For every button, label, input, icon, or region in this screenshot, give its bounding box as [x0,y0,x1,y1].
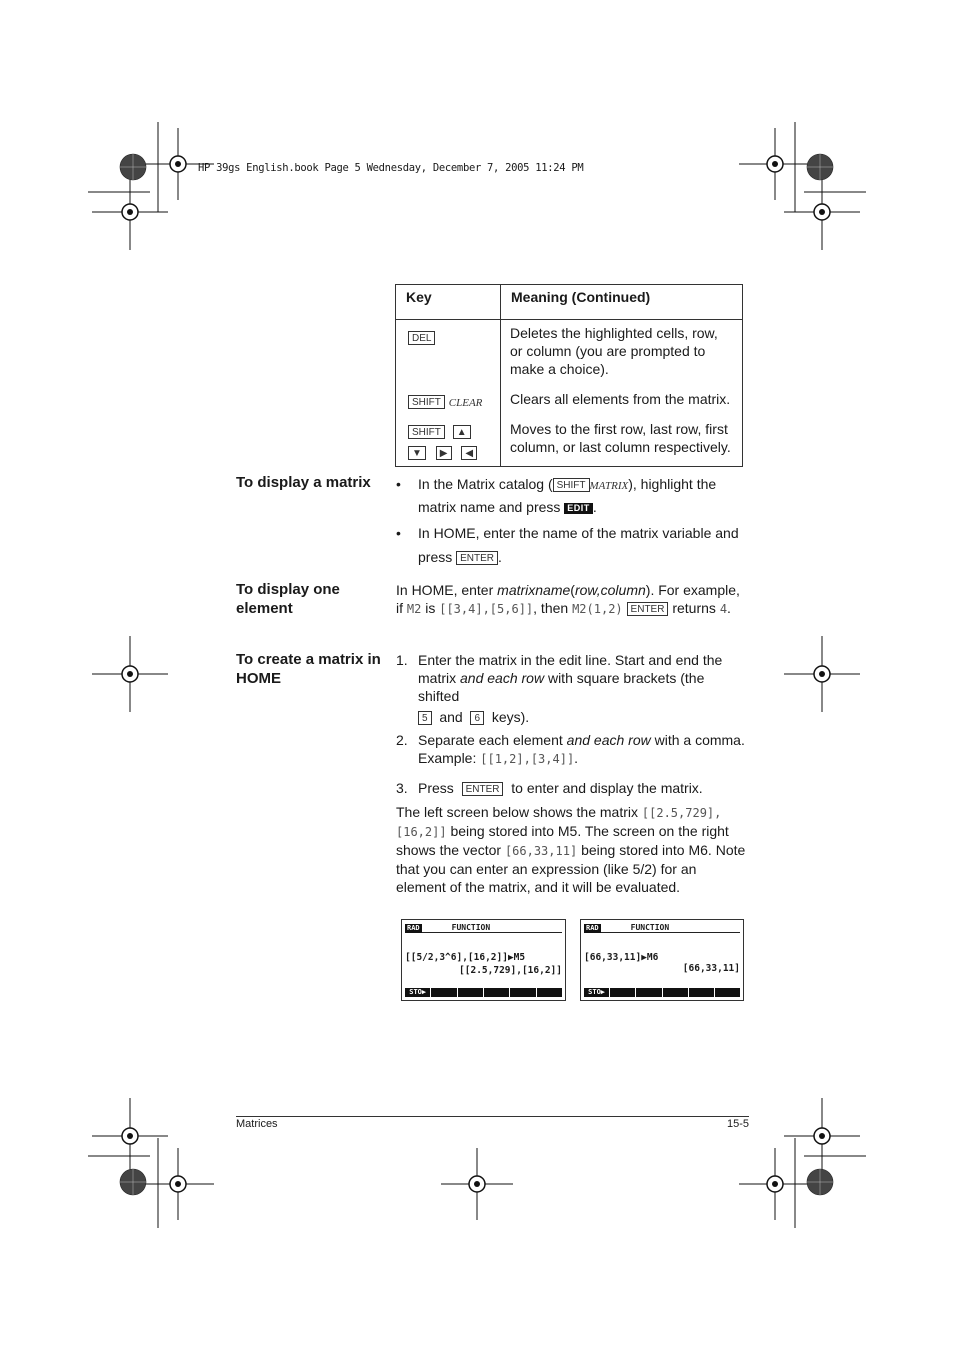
key-shift: SHIFT [408,425,445,439]
bullet-icon: • [396,525,401,541]
menu-key [715,988,740,997]
meaning-del: Deletes the highlighted cells, row, or column (you are prompted to make a choice). [510,325,718,377]
list-item: 1. Enter the matrix in the edit line. Start and end the matrix and each row with square brackets (the shifted 5 and 6 keys). [396,652,723,725]
screen-menu-bar [405,988,562,997]
footer-rule [236,1116,749,1117]
radian-indicator: RAD [586,924,599,932]
screen-entry-line: [66,33,11]▶M6 [584,952,659,963]
section-display-element: In HOME, enter matrixname(row,column). For example, if M2 is [[3,4],[5,6]], then M2(1,2) ENTER returns 4. [396,582,740,616]
edit-softkey: EDIT [564,503,593,514]
screen-title: FUNCTION [630,923,670,932]
menu-key [537,988,562,997]
list-item: 3. Press ENTER to enter and display the matrix. [396,780,703,796]
list-item: • In the Matrix catalog ( SHIFT MATRIX), highlight the matrix name and press EDIT . [396,474,748,518]
key-6: 6 [470,711,484,725]
meaning-cell [501,320,743,467]
meaning-clear: Clears all elements from the matrix. [510,391,731,407]
menu-key [610,988,635,997]
menu-key-sto: STO▶ [405,988,430,997]
col-header-key: Key [396,285,501,320]
section-heading-display-element: To display one element [236,581,340,617]
meaning-arrows: Moves to the first row, last row, first column, or last column respectively. [510,421,731,455]
menu-key [431,988,456,997]
key-5: 5 [418,711,432,725]
key-down-arrow-icon: ▼ [408,446,426,460]
section-heading-display-matrix: To display a matrix [236,474,371,491]
key-cell [396,320,501,467]
key-enter: ENTER [456,551,498,565]
list-item: 2. Separate each element and each row with a comma. Example: [[1,2],[3,4]]. [396,732,745,766]
key-label-clear: CLEAR [448,397,483,409]
screen-title: FUNCTION [451,923,491,932]
key-label-matrix: MATRIX [589,480,629,492]
screen-result-line: [[2.5,729],[16,2]] [459,965,562,976]
radian-indicator: RAD [407,924,420,932]
footer-page-number: 15-5 [726,1118,749,1130]
list-item: • In HOME, enter the name of the matrix variable and press ENTER . [396,521,748,569]
calculator-screen-left [401,919,566,1001]
print-slug: HP 39gs English.book Page 5 Wednesday, December 7, 2005 11:24 PM [198,162,584,174]
key-right-arrow-icon: ▶ [436,446,452,460]
menu-key [484,988,509,997]
key-enter: ENTER [627,602,669,616]
key-shift: SHIFT [408,395,445,409]
key-table [395,284,743,467]
calculator-screen-right [580,919,744,1001]
section-display-matrix [396,474,748,569]
menu-key-sto: STO▶ [584,988,609,997]
menu-key [663,988,688,997]
key-del: DEL [408,331,435,345]
menu-key [510,988,535,997]
screen-menu-bar [584,988,740,997]
col-header-meaning: Meaning (Continued) [501,285,743,320]
key-left-arrow-icon: ◀ [461,446,477,460]
menu-key [689,988,714,997]
screen-entry-line: [[5/2,3^6],[16,2]]▶M5 [405,952,526,963]
footer-chapter: Matrices [236,1118,278,1130]
section-create-matrix [396,651,748,896]
key-up-arrow-icon: ▲ [453,425,471,439]
key-enter: ENTER [462,782,504,796]
screen-result-line: [66,33,11] [682,963,740,974]
bullet-icon: • [396,476,401,492]
paragraph: The left screen below shows the matrix [[2.5,729],[16,2]] being stored into M5. The screen on the right shows the vector [66,33,11] being stored into M6. Note that you can enter an expression (like 5/2) for an element of the matrix, and it will be evaluated. [396,804,746,895]
key-shift: SHIFT [553,478,590,492]
section-heading-create-matrix: To create a matrix in HOME [236,651,381,687]
menu-key [636,988,661,997]
menu-key [458,988,483,997]
